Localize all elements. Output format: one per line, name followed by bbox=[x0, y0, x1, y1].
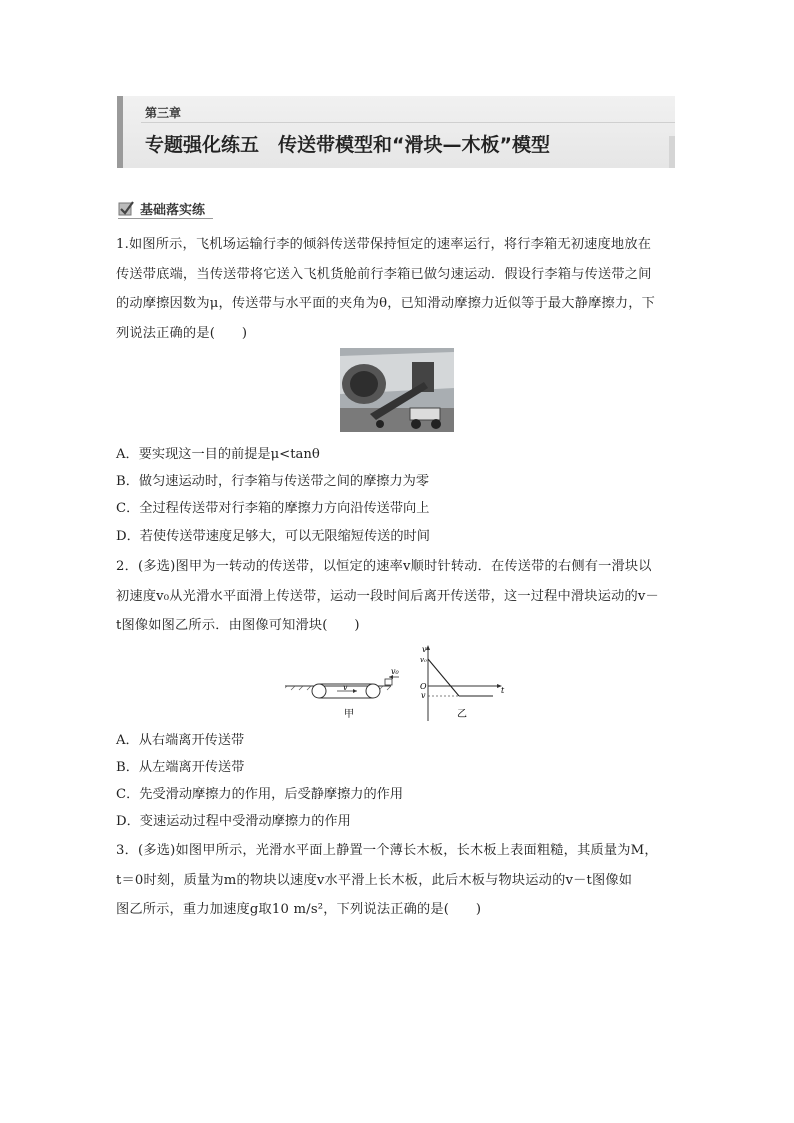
header-shade bbox=[669, 136, 675, 168]
t-axis-label: t bbox=[501, 686, 505, 695]
question-1-option-d: D．若使传送带速度足够大，可以无限缩短传送的时间 bbox=[116, 529, 430, 544]
question-2-line: t图像如图乙所示．由图像可知滑块( ) bbox=[116, 618, 360, 633]
right-roller bbox=[366, 684, 380, 698]
belt-velocity-label: v bbox=[343, 683, 348, 692]
question-1-stem bbox=[116, 230, 682, 348]
v-axis-label: v bbox=[422, 645, 427, 654]
origin-label: O bbox=[420, 682, 427, 691]
section-label-text: 基础落实练 bbox=[140, 202, 206, 218]
question-1-line: 传送带底端，当传送带将它送入飞机货舱前行李箱已做匀速运动．假设行李箱与传送带之间 bbox=[116, 266, 652, 282]
question-1-option-b: B．做匀速运动时，行李箱与传送带之间的摩擦力为零 bbox=[116, 474, 430, 489]
page-title: 专题强化练五 传送带模型和“滑块—木板”模型 bbox=[145, 134, 550, 156]
question-1-line: 1.如图所示，飞机场运输行李的倾斜传送带保持恒定的速率运行，将行李箱无初速度地放在 bbox=[116, 237, 652, 252]
belt-arrow-head bbox=[353, 689, 357, 693]
question-2-line: 初速度v₀从光滑水平面滑上传送带，运动一段时间后离开传送带，这一过程中滑块运动的v－ bbox=[116, 588, 659, 604]
question-3-stem bbox=[116, 836, 682, 925]
negative-v-label: v bbox=[421, 691, 426, 700]
chapter-label: 第三章 bbox=[145, 106, 182, 120]
question-3-line: t＝0时刻，质量为m的物块以速度v水平滑上长木板，此后木板与物块运动的v－t图像如 bbox=[116, 872, 633, 888]
question-2-option-c: C．先受滑动摩擦力的作用，后受静摩擦力的作用 bbox=[116, 787, 404, 802]
conveyor-photo bbox=[340, 348, 454, 432]
chapter-header bbox=[117, 96, 675, 168]
header-accent-bar bbox=[117, 96, 123, 168]
question-3-line: 3．(多选)如图甲所示，光滑水平面上静置一个薄长木板，长木板上表面粗糙，其质量为M， bbox=[116, 843, 658, 858]
slider-block bbox=[385, 679, 392, 685]
v0-tick-label: v₀ bbox=[420, 656, 427, 664]
question-2-stem bbox=[116, 552, 682, 641]
airplane-conveyor-illustration bbox=[340, 348, 454, 432]
question-1-line: 列说法正确的是( ) bbox=[116, 325, 248, 341]
vt-sloped-segment bbox=[428, 659, 459, 696]
block-velocity-label: v₀ bbox=[391, 667, 399, 676]
question-3-line: 图乙所示，重力加速度g取10 m/s²，下列说法正确的是( ) bbox=[116, 902, 482, 917]
v-axis-arrow bbox=[426, 645, 430, 650]
left-roller bbox=[312, 684, 326, 698]
question-1-option-c: C．全过程传送带对行李箱的摩擦力方向沿传送带向上 bbox=[116, 501, 430, 516]
checkmark-icon bbox=[118, 200, 134, 216]
question-2-option-d: D．变速运动过程中受滑动摩擦力的作用 bbox=[116, 814, 351, 829]
question-1-line: 的动摩擦因数为μ，传送带与水平面的夹角为θ，已知滑动摩擦力近似等于最大静摩擦力，下 bbox=[116, 296, 656, 311]
question-2-line: 2．(多选)图甲为一转动的传送带，以恒定的速率v顺时针转动．在传送带的右侧有一滑块以 bbox=[116, 559, 652, 574]
question-2-option-b: B．从左端离开传送带 bbox=[116, 760, 245, 775]
question-1-option-a: A．要实现这一目的前提是μ<tanθ bbox=[116, 447, 320, 462]
question-2-option-a: A．从右端离开传送带 bbox=[116, 733, 245, 748]
header-divider bbox=[141, 122, 675, 123]
question-2-figure bbox=[285, 641, 510, 723]
section-label bbox=[118, 198, 213, 219]
figure-caption-yi: 乙 bbox=[457, 709, 467, 720]
figure-caption-jia: 甲 bbox=[344, 709, 354, 720]
